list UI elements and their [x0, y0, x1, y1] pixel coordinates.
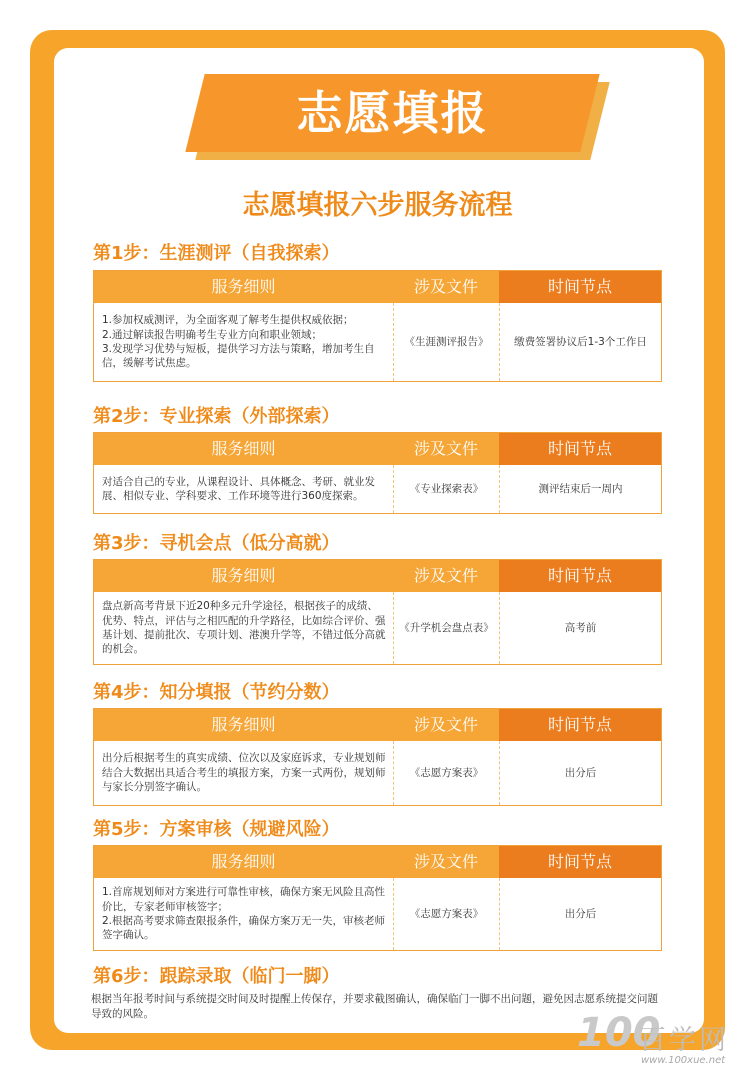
- step-5-table: [93, 845, 662, 951]
- header-time: 时间节点: [499, 271, 661, 303]
- table-row: [94, 592, 661, 664]
- watermark-url: www.100xue.net: [641, 1055, 726, 1066]
- step-5-time: 出分后: [499, 878, 661, 950]
- header-details: 服务细则: [94, 560, 393, 592]
- header-details: 服务细则: [94, 433, 393, 465]
- step-4-title: 第4步：知分填报（节约分数）: [93, 682, 340, 703]
- step-2-time: 测评结束后一周内: [499, 465, 661, 513]
- header-details: 服务细则: [94, 709, 393, 741]
- header-time: 时间节点: [499, 846, 661, 878]
- watermark-name: 百学网: [639, 1025, 729, 1056]
- step-2-details: 对适合自己的专业，从课程设计、具体概念、考研、就业发展、相似专业、学科要求、工作环境等进行360度探索。: [102, 475, 375, 502]
- step-2-table: [93, 432, 662, 514]
- header-time: 时间节点: [499, 560, 661, 592]
- step-3-title: 第3步：寻机会点（低分高就）: [93, 533, 340, 554]
- header-docs: 涉及文件: [393, 271, 499, 303]
- step-1-details: 1.参加权威测评，为全面客观了解考生提供权威依据； 2.通过解读报告明确考生专业方向和职业领域； 3.发现学习优势与短板，提供学习方法与策略，增加考生自信，缓解考试焦虑。: [102, 314, 375, 370]
- site-watermark: [577, 1010, 752, 1070]
- header-docs: 涉及文件: [393, 433, 499, 465]
- table-row: [94, 878, 661, 950]
- step-1-table: [93, 270, 662, 382]
- step-5-details: 1.首席规划师对方案进行可靠性审核，确保方案无风险且高性价比，专家老师审核签字； 2.根据高考要求筛查限报条件，确保方案万无一失，审核老师签字确认。: [102, 886, 386, 942]
- header-details: 服务细则: [94, 271, 393, 303]
- header-time: 时间节点: [499, 709, 661, 741]
- table-header: [94, 709, 661, 741]
- step-3-time: 高考前: [499, 592, 661, 664]
- step-6-title: 第6步：跟踪录取（临门一脚）: [93, 966, 340, 987]
- step-1-title: 第1步：生涯测评（自我探索）: [93, 243, 340, 264]
- step-6-text: 根据当年报考时间与系统提交时间及时提醒上传保存，并要求截图确认，确保临门一脚不出问题，避免因志愿系统提交问题导致的风险。: [91, 993, 658, 1020]
- table-header: [94, 560, 661, 592]
- table-header: [94, 271, 661, 303]
- page-title: 志愿填报: [296, 86, 489, 140]
- step-3-docs: 《升学机会盘点表》: [393, 592, 499, 664]
- table-header: [94, 433, 661, 465]
- step-4-time: 出分后: [499, 741, 661, 805]
- step-2-title: 第2步：专业探索（外部探索）: [93, 406, 340, 427]
- table-row: [94, 465, 661, 513]
- step-3-details: 盘点新高考背景下近20种多元升学途径，根据孩子的成绩、优势、特点，评估与之相匹配的升学路径，比如综合评价、强基计划、提前批次、专项计划、港澳升学等，不错过低分高就的机会。: [102, 600, 386, 656]
- watermark-number: 100: [577, 1010, 661, 1056]
- header-docs: 涉及文件: [393, 560, 499, 592]
- table-row: [94, 741, 661, 805]
- step-4-table: [93, 708, 662, 806]
- page-subtitle: 志愿填报六步服务流程: [242, 190, 513, 221]
- table-header: [94, 846, 661, 878]
- step-1-docs: 《生涯测评报告》: [393, 303, 499, 381]
- step-1-time: 缴费签署协议后1-3个工作日: [499, 303, 661, 381]
- header-docs: 涉及文件: [393, 846, 499, 878]
- step-2-docs: 《专业探索表》: [393, 465, 499, 513]
- step-4-docs: 《志愿方案表》: [393, 741, 499, 805]
- step-5-title: 第5步：方案审核（规避风险）: [93, 819, 340, 840]
- header-docs: 涉及文件: [393, 709, 499, 741]
- step-4-details: 出分后根据考生的真实成绩、位次以及家庭诉求，专业规划师结合大数据出具适合考生的填报方案，方案一式两份，规划师与家长分别签字确认。: [102, 752, 386, 794]
- step-3-table: [93, 559, 662, 665]
- table-row: [94, 303, 661, 381]
- header-details: 服务细则: [94, 846, 393, 878]
- step-5-docs: 《志愿方案表》: [393, 878, 499, 950]
- header-time: 时间节点: [499, 433, 661, 465]
